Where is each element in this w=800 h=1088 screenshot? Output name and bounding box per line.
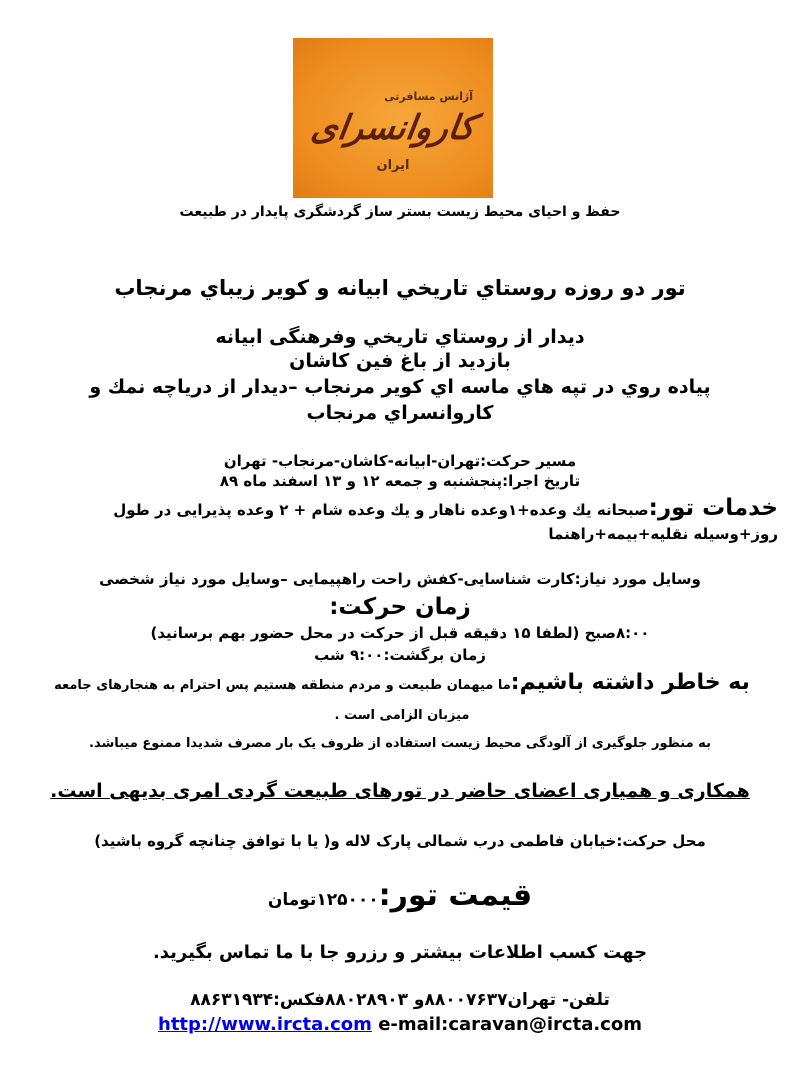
services-label: خدمات تور:: [648, 495, 778, 521]
services: [30, 496, 778, 546]
route: مسیر حرکت:تهران-ابیانه-کاشان-مرنجاب- تهران: [223, 452, 577, 470]
logo-bottom-text: ایران: [376, 158, 410, 173]
cooperation-note: همکاری و همیاری اعضای حاضر در تورهای طبیعت گردی امری بدیهی است.: [50, 780, 750, 802]
slogan: حفظ و احیای محیط زیست بستر ساز گردشگری پایدار در طبیعت: [179, 204, 621, 220]
price-value: ۱۲۵۰۰۰تومان: [267, 890, 379, 910]
meeting-point: محل حرکت:خیابان فاطمی درب شمالی پارک لاله و( یا با توافق چنانچه گروه باشید): [94, 832, 706, 850]
itinerary-line-2: بازدید از باغ فين كاشان: [289, 350, 511, 372]
web-contact: [0, 1014, 800, 1035]
equipment: وسایل مورد نیاز:کارت شناسایی-کفش راحت راهپیمایی –وسایل مورد نیاز شخصی: [99, 570, 701, 588]
itinerary-line-3: پياده روي در تپه هاي ماسه اي كوير مرنجاب –ديدار از درياچه نمك و كاروانسراي مرنجاب: [89, 376, 711, 424]
dates: تاریخ اجرا:پنجشنبه و جمعه ۱۲ و ۱۳ اسفند ماه ۸۹: [219, 472, 581, 490]
email-text[interactable]: e-mail:caravan@ircta.com: [378, 1014, 642, 1035]
website-link[interactable]: http://www.ircta.com: [158, 1014, 372, 1035]
return-time: زمان برگشت:۹:۰۰ شب: [314, 646, 486, 664]
price: [20, 878, 780, 913]
remember-note: [40, 668, 764, 731]
tour-title: تور دو روزه روستاي تاريخي ابيانه و كوير زيباي مرنجاب: [114, 276, 686, 300]
phone-fax: تلفن- تهران۸۸۰۰۷۶۳۷و ۸۸۰۲۸۹۰۳فکس:۸۸۶۳۱۹۳۴: [190, 990, 610, 1010]
logo-main-text: کاروانسرای: [308, 108, 478, 148]
departure-time: ۸:۰۰صبح (لطفا ۱۵ دقیقه قبل از حرکت در محل حضور بهم برسانید): [150, 624, 650, 642]
pollution-note: به منظور جلوگیری از آلودگی محیط زیست استفاده از ظروف یک بار مصرف شدیدا ممنوع میباشد.: [89, 736, 711, 751]
services-text: صبحانه يك وعده+۱وعده ناهار و يك وعده شام + ۲ وعده پذیرایی در طول روز+وسیله نقلیه+بیمه+راهنما: [113, 501, 778, 543]
price-label: قیمت تور:: [378, 878, 533, 913]
departure-heading: زمان حرکت:: [329, 594, 471, 620]
agency-logo: [293, 38, 493, 198]
itinerary-line-1: ديدار از روستاي تاريخي وفرهنگی ابیانه: [215, 326, 585, 348]
contact-info: جهت کسب اطلاعات بیشتر و رزرو جا با ما تماس بگیرید.: [152, 942, 648, 963]
remember-label: به خاطر داشته باشیم:: [510, 670, 750, 695]
logo-top-text: آژانس مسافرتی: [384, 90, 473, 103]
remember-text: ما میهمان طبیعت و مردم منطقه هستیم پس احترام به هنجارهای جامعه میزبان الزامی است .: [54, 678, 511, 723]
